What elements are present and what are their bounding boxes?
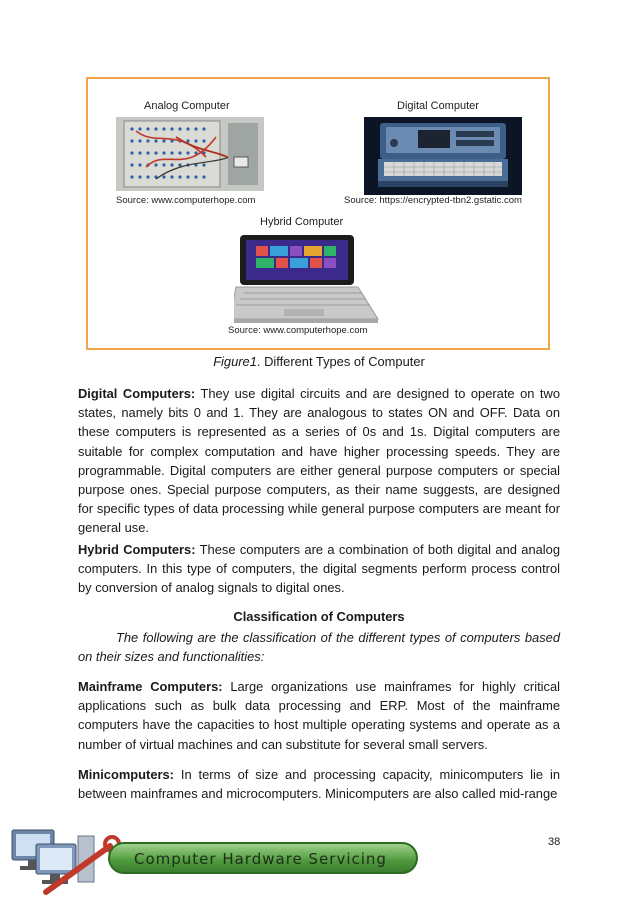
- mainframe-body: Large organizations use mainframes for highly critical applications such as bulk data processing and ERP. Most of the mainframe computers have the capacities to host multiple operating systems and operate as a number of virtual machines and can substitute for several small servers.: [78, 679, 560, 752]
- digital-computers-body: They use digital circuits and are designed to operate on two states, namely bits 0 and 1. They are analogous to states ON and OFF. Data on these computers is represented as a series of 0s and 1s. Digital computers are suitable for complex computation and have higher processing speeds. They are programmable. Digital computers are either general purpose computers or special purpose ones. Special purpose computers, as their name suggests, are designed for specific types of data processing while general purpose computers are meant for general use.: [78, 386, 560, 536]
- digital-title: Digital Computer: [397, 100, 479, 112]
- mainframe-paragraph: [78, 677, 560, 754]
- analog-source: Source: www.computerhope.com: [116, 195, 256, 206]
- hybrid-computers-body: These computers are a combination of both digital and analog computers. In this type of computers, the digital segments perform process control by conversion of analog signals to digital ones.: [78, 542, 560, 596]
- hybrid-title: Hybrid Computer: [260, 216, 344, 228]
- page-number: 38: [548, 836, 561, 848]
- classification-intro: [78, 628, 560, 666]
- footer-banner: [108, 842, 418, 874]
- analog-computer-image: [116, 117, 264, 191]
- hybrid-computers-term: Hybrid Computers:: [78, 542, 196, 557]
- digital-computers-paragraph: [78, 384, 560, 538]
- classification-intro-text: The following are the classification of the different types of computers based on their sizes and functionalities:: [78, 630, 560, 665]
- digital-source: Source: https://encrypted-tbn2.gstatic.com: [344, 195, 522, 206]
- figure-caption: [0, 354, 638, 369]
- hybrid-computers-paragraph: [78, 540, 560, 598]
- hybrid-source: Source: www.computerhope.com: [228, 325, 368, 336]
- minicomputers-term: Minicomputers:: [78, 767, 174, 782]
- minicomputers-paragraph: [78, 765, 560, 803]
- digital-computers-term: Digital Computers:: [78, 386, 196, 401]
- digital-computer-image: [364, 117, 522, 195]
- analog-title: Analog Computer: [144, 100, 230, 112]
- figure-frame: [86, 77, 550, 350]
- classification-heading: Classification of Computers: [233, 609, 405, 624]
- minicomputers-body: In terms of size and processing capacity, minicomputers lie in between mainframes and microcomputers. Minicomputers are also called mid-range: [78, 767, 560, 802]
- mainframe-term: Mainframe Computers:: [78, 679, 223, 694]
- footer-banner-text: Computer Hardware Servicing: [134, 850, 387, 868]
- hybrid-computer-image: [234, 233, 380, 327]
- figure-caption-label: Figure1: [213, 354, 257, 369]
- figure-caption-text: . Different Types of Computer: [256, 354, 425, 369]
